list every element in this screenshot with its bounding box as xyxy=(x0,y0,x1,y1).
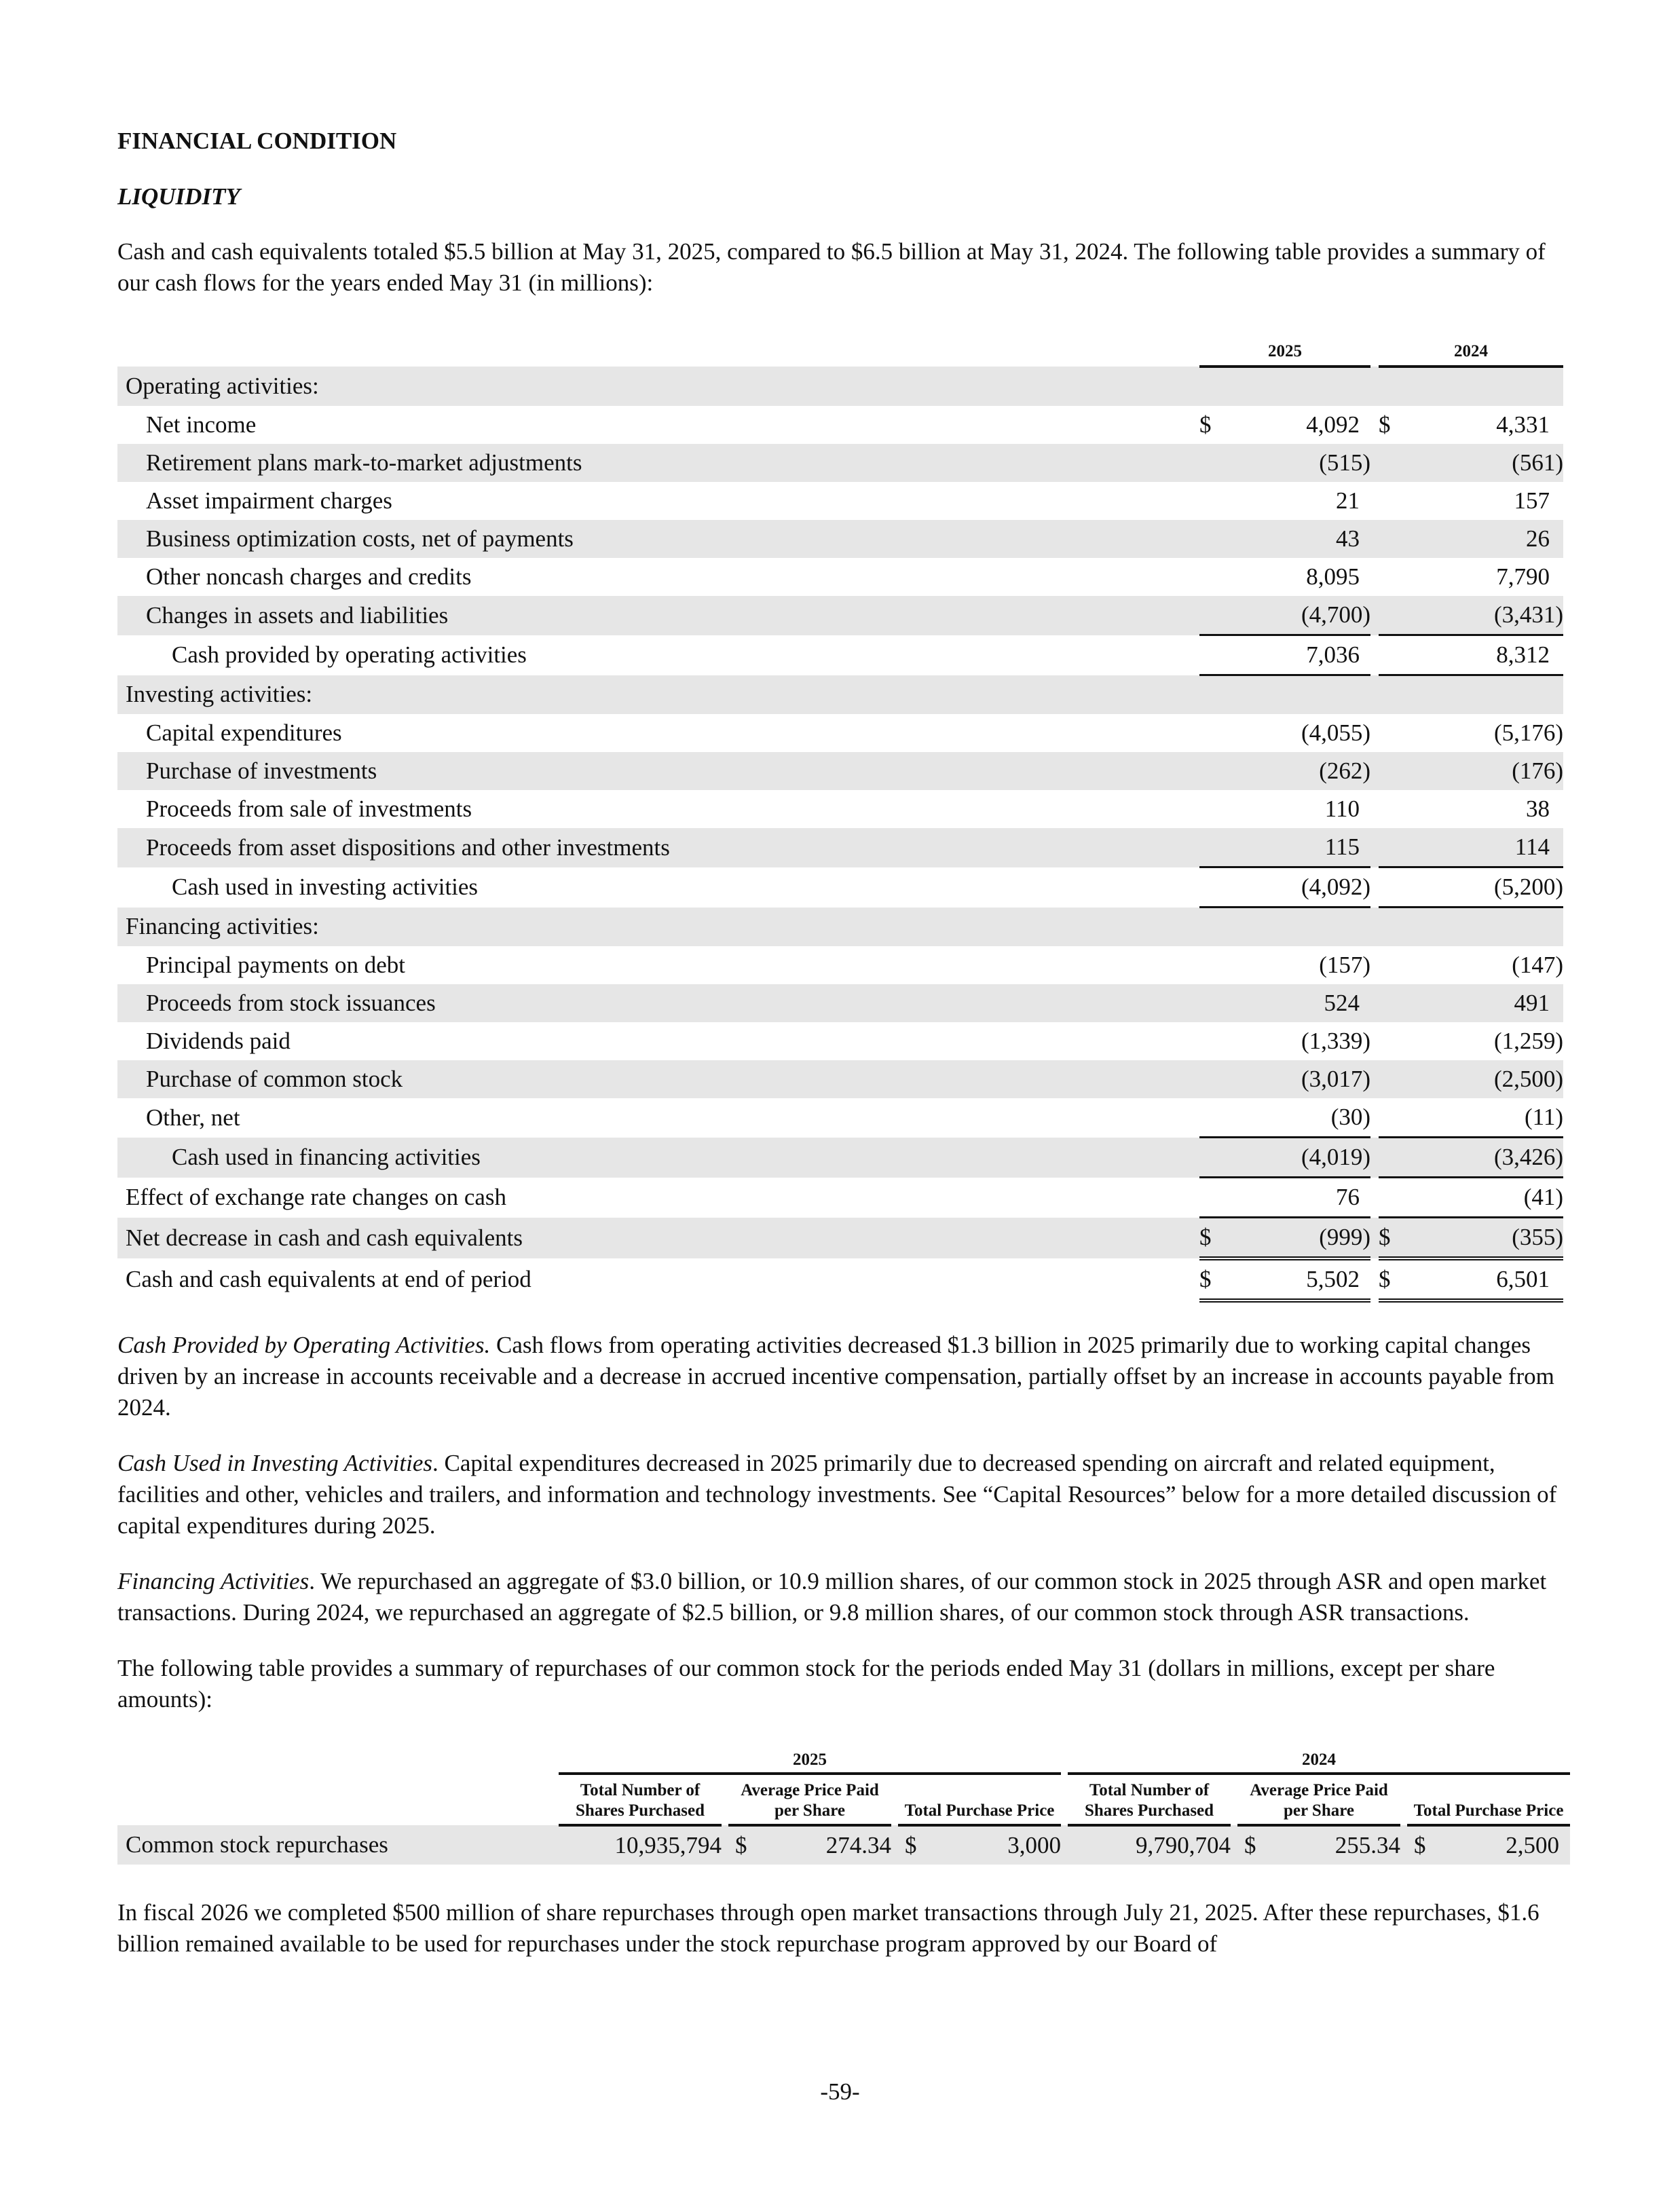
value-2024: (5,176) xyxy=(1493,719,1564,746)
section-row-operating xyxy=(117,367,1563,406)
paragraph-body: Cash flows from operating activities decreased $1.3 billion in 2025 primarily due to working capital changes driven by an increase in accounts receivable and a decrease in accrued incentive compensation, partially offset by an increase in accounts payable from 2024. xyxy=(117,1332,1554,1421)
paragraph-financing xyxy=(117,1566,1563,1628)
value-2024: (176) xyxy=(1403,752,1563,790)
value-2025: 21 xyxy=(1336,487,1360,514)
table-row xyxy=(117,1060,1563,1098)
value-2024: (3,426) xyxy=(1403,1138,1563,1178)
row-label: Proceeds from stock issuances xyxy=(117,984,1199,1022)
value-2025: (1,339) xyxy=(1301,1028,1370,1054)
section-row-investing xyxy=(117,675,1563,715)
value-2025: (157) xyxy=(1319,952,1370,978)
subtotal-row xyxy=(117,635,1563,675)
value-2024: (561) xyxy=(1403,444,1563,482)
total-2024: 2,500 xyxy=(1432,1825,1570,1865)
table-row xyxy=(117,946,1563,984)
col-header-price: Average Price Paid per Share xyxy=(728,1774,891,1825)
row-label: Changes in assets and liabilities xyxy=(117,596,1199,635)
value-2024: (5,200) xyxy=(1403,867,1563,908)
paragraph-lead: Cash Used in Investing Activities xyxy=(117,1450,433,1476)
price-2024: 255.34 xyxy=(1262,1825,1400,1865)
table-row xyxy=(117,790,1563,828)
table-header-row xyxy=(117,331,1563,367)
section-label: Financing activities: xyxy=(117,908,1199,947)
currency-symbol: $ xyxy=(1237,1825,1262,1865)
value-2024: 157 xyxy=(1514,487,1550,514)
paragraph-lead: Financing Activities xyxy=(117,1568,310,1594)
row-label: Retirement plans mark-to-market adjustments xyxy=(117,444,1199,482)
value-2024: (11) xyxy=(1403,1098,1563,1138)
column-header-2025: 2025 xyxy=(1199,331,1370,367)
currency-symbol: $ xyxy=(1379,1258,1403,1301)
cash-flow-table xyxy=(117,331,1563,1303)
table-row xyxy=(117,558,1563,596)
value-2025: 8,095 xyxy=(1306,563,1360,590)
table-row xyxy=(117,984,1563,1022)
table-row xyxy=(117,520,1563,558)
row-label: Proceeds from sale of investments xyxy=(146,796,472,822)
table-row xyxy=(117,1022,1563,1060)
table-row xyxy=(117,1098,1563,1138)
value-2025: 7,036 xyxy=(1224,635,1370,675)
value-2025: 76 xyxy=(1224,1178,1370,1218)
value-2024: 491 xyxy=(1403,984,1550,1022)
value-2025: 5,502 xyxy=(1224,1258,1370,1301)
value-2024: (41) xyxy=(1403,1178,1563,1218)
paragraph-body: . We repurchased an aggregate of $3.0 billion, or 10.9 million shares, of our common stock in 2025 through ASR and open market transactions. During 2024, we repurchased an aggregate of $2.5 billion, or 9.8 million shares, of our common stock through ASR transactions. xyxy=(117,1568,1547,1626)
row-label: Dividends paid xyxy=(146,1028,291,1054)
value-2024: 26 xyxy=(1403,520,1550,558)
paragraph-lead: Cash Provided by Operating Activities. xyxy=(117,1332,491,1358)
table-row xyxy=(117,596,1563,635)
year-header-2024: 2024 xyxy=(1068,1742,1570,1774)
section-heading: FINANCIAL CONDITION xyxy=(117,128,397,154)
subsection-heading: LIQUIDITY xyxy=(117,183,240,210)
col-header-price: Average Price Paid per Share xyxy=(1237,1774,1400,1825)
value-2024: (3,431) xyxy=(1403,596,1563,635)
value-2025: (999) xyxy=(1224,1218,1370,1259)
column-header-2024: 2024 xyxy=(1379,331,1563,367)
value-2024: 4,331 xyxy=(1496,411,1550,438)
row-label: Purchase of common stock xyxy=(117,1060,1199,1098)
paragraph-investing xyxy=(117,1448,1563,1541)
subtotal-row xyxy=(117,1138,1563,1178)
table-row xyxy=(117,482,1563,520)
value-2025: (4,700) xyxy=(1224,596,1370,635)
row-label: Other noncash charges and credits xyxy=(146,563,472,590)
total-row xyxy=(117,1218,1563,1259)
value-2025: (4,092) xyxy=(1224,867,1370,908)
col-header-shares: Total Number of Shares Purchased xyxy=(1068,1774,1231,1825)
value-2024: 6,501 xyxy=(1403,1258,1550,1301)
value-2025: 43 xyxy=(1224,520,1370,558)
section-label: Investing activities: xyxy=(117,675,1199,715)
value-2025: 115 xyxy=(1224,828,1370,867)
value-2024: (1,259) xyxy=(1493,1028,1564,1054)
currency-symbol: $ xyxy=(728,1825,753,1865)
value-2024: 38 xyxy=(1526,796,1550,822)
table-row xyxy=(117,444,1563,482)
value-2025: (262) xyxy=(1224,752,1370,790)
currency-symbol: $ xyxy=(1379,411,1391,438)
row-label: Effect of exchange rate changes on cash xyxy=(126,1184,507,1210)
row-label: Common stock repurchases xyxy=(117,1825,559,1865)
page-number: -59- xyxy=(820,2078,860,2105)
row-label: Purchase of investments xyxy=(117,752,1199,790)
row-label: Other, net xyxy=(146,1104,240,1131)
price-2025: 274.34 xyxy=(753,1825,891,1865)
row-label: Cash used in financing activities xyxy=(117,1138,1199,1178)
row-label: Net decrease in cash and cash equivalents xyxy=(117,1218,1199,1259)
currency-symbol: $ xyxy=(1199,411,1212,438)
total-2025: 3,000 xyxy=(922,1825,1061,1865)
table-row xyxy=(117,752,1563,790)
value-2024: 7,790 xyxy=(1496,563,1550,590)
currency-symbol: $ xyxy=(1379,1218,1403,1259)
value-2024: (355) xyxy=(1403,1218,1563,1259)
year-header-row xyxy=(117,1742,1570,1774)
row-label: Business optimization costs, net of payments xyxy=(117,520,1199,558)
value-2025: (4,019) xyxy=(1224,1138,1370,1178)
shares-2025: 10,935,794 xyxy=(559,1825,722,1865)
value-2025: (30) xyxy=(1224,1098,1370,1138)
subtotal-row xyxy=(117,867,1563,908)
intro-paragraph: Cash and cash equivalents totaled $5.5 billion at May 31, 2025, compared to $6.5 billion at May 31, 2024. The following table provides a summary of our cash flows for the years ended May 31 (in millions): xyxy=(117,238,1546,296)
value-2025: 524 xyxy=(1224,984,1370,1022)
value-2025: (3,017) xyxy=(1224,1060,1370,1098)
currency-symbol: $ xyxy=(898,1825,922,1865)
value-2025: (4,055) xyxy=(1301,719,1370,746)
section-row-financing xyxy=(117,908,1563,947)
row-label: Asset impairment charges xyxy=(146,487,392,514)
col-header-total: Total Purchase Price xyxy=(898,1774,1061,1825)
value-2024: 114 xyxy=(1403,828,1550,867)
paragraph-body: . Capital expenditures decreased in 2025 primarily due to decreased spending on aircraft and related equipment, facilities and other, vehicles and trailers, and information and technology investments. See “Capital Resources” below for a more detailed discussion of capital expenditures during 2025. xyxy=(117,1450,1557,1539)
shares-2024: 9,790,704 xyxy=(1068,1825,1231,1865)
col-header-shares: Total Number of Shares Purchased xyxy=(559,1774,722,1825)
value-2025: 4,092 xyxy=(1306,411,1360,438)
paragraph-repurchase-intro: The following table provides a summary of repurchases of our common stock for the periods ended May 31 (dollars in millions, except per share amounts): xyxy=(117,1655,1495,1713)
value-2024: 8,312 xyxy=(1403,635,1550,675)
row-label: Cash provided by operating activities xyxy=(172,641,527,668)
table-row xyxy=(117,1825,1570,1865)
row-label: Net income xyxy=(146,411,257,438)
table-row xyxy=(117,406,1563,444)
value-2025: (515) xyxy=(1224,444,1370,482)
value-2024: (2,500) xyxy=(1403,1060,1563,1098)
currency-symbol: $ xyxy=(1199,1258,1224,1301)
value-2025: 110 xyxy=(1324,796,1360,822)
repurchase-table xyxy=(117,1742,1570,1865)
row-label: Proceeds from asset dispositions and other investments xyxy=(117,828,1199,867)
table-row xyxy=(117,828,1563,867)
row-label: Cash and cash equivalents at end of period xyxy=(126,1266,531,1292)
table-row xyxy=(117,714,1563,752)
paragraph-fiscal-2026: In fiscal 2026 we completed $500 million of share repurchases through open market transactions through July 21, 2025. After these repurchases, $1.6 billion remained available to be used for repurchases under the stock repurchase program approved by our Board of xyxy=(117,1899,1539,1957)
col-header-total: Total Purchase Price xyxy=(1407,1774,1570,1825)
row-label: Principal payments on debt xyxy=(146,952,406,978)
currency-symbol: $ xyxy=(1407,1825,1432,1865)
paragraph-operating xyxy=(117,1330,1563,1423)
year-header-2025: 2025 xyxy=(559,1742,1061,1774)
currency-symbol: $ xyxy=(1199,1218,1224,1259)
value-2024: (147) xyxy=(1512,952,1564,978)
row-label: Cash used in investing activities xyxy=(172,874,479,900)
row-label: Capital expenditures xyxy=(146,719,342,746)
document-page xyxy=(117,126,1563,1984)
total-row xyxy=(117,1258,1563,1301)
column-header-row xyxy=(117,1774,1570,1825)
table-row xyxy=(117,1178,1563,1218)
section-label: Operating activities: xyxy=(117,367,1199,406)
